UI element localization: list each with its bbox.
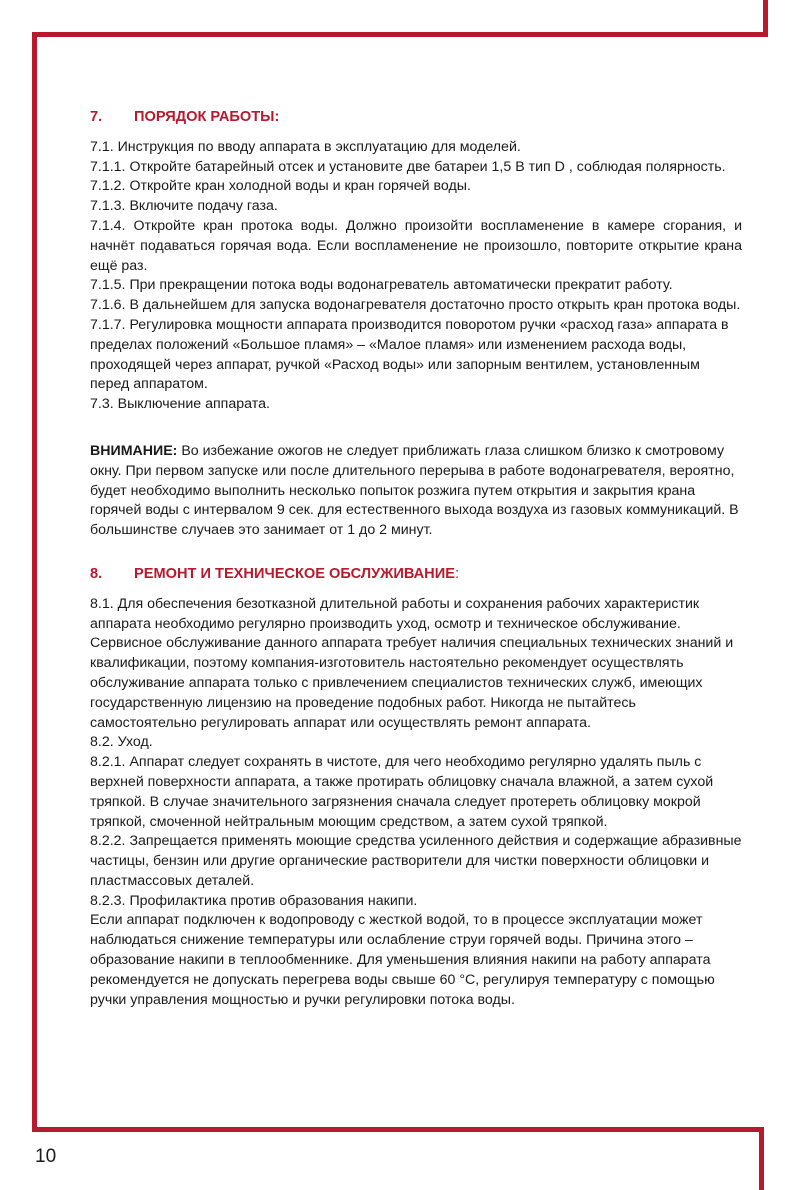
paragraph-8-2-3: 8.2.3. Профилактика против образования накипи.: [90, 892, 418, 909]
paragraph-7-1-2: 7.1.2. Откройте кран холодной воды и кран горячей воды.: [90, 178, 471, 195]
paragraph-7-1: 7.1. Инструкция по вводу аппарата в эксплуатацию для моделей.: [90, 138, 521, 155]
paragraph-7-1-7: 7.1.7. Регулировка мощности аппарата производится поворотом ручки «расход газа» аппарата в пределах положений «Большое пламя» – «Малое пламя» или изменением расхода воды, проходящей через аппарат, ручкой «Расход воды» или запорным вентилем, установленным перед аппаратом.: [90, 316, 729, 393]
frame-left-border: [32, 32, 37, 1132]
paragraph-8-1: 8.1. Для обеспечения безотказной длительной работы и сохранения рабочих характеристик аппарата необходимо регулярно производить уход, осмотр и техническое обслуживание. Сервисное обслуживание данного аппарата требует наличия специальных технических знаний и квалификации, поэтому компания-изготовитель настоятельно рекомендует осуществлять обслуживание аппарата только с привлечением специалистов технических служб, имеющих государственную лицензию на проведение подобных работ. Никогда не пытайтесь самостоятельно регулировать аппарат или осуществлять ремонт аппарата.: [90, 595, 734, 731]
paragraph-7-1-4: 7.1.4. Откройте кран протока воды. Должно произойти воспламенение в камере сгорания, и начнёт подаваться горячая вода. Если воспламенение не произошло, повторите открытие крана ещё раз.: [90, 217, 742, 274]
frame-right-bottom-border: [759, 1127, 764, 1190]
section-8-title: РЕМОНТ И ТЕХНИЧЕСКОЕ ОБСЛУЖИВАНИЕ: [134, 565, 455, 582]
paragraph-7-1-1: 7.1.1. Откройте батарейный отсек и установите две батареи 1,5 В тип D , соблюдая полярность.: [90, 158, 726, 175]
paragraph-7-1-6: 7.1.6. В дальнейшем для запуска водонагревателя достаточно просто открыть кран протока воды.: [90, 297, 741, 314]
section-7-title: ПОРЯДОК РАБОТЫ:: [134, 109, 280, 125]
frame-bottom-border: [32, 1127, 764, 1132]
section-7-number: 7.: [90, 109, 103, 125]
paragraph-7-3: 7.3. Выключение аппарата.: [90, 396, 270, 413]
paragraph-8-2-2: 8.2.2. Запрещается применять моющие средства усиленного действия и содержащие абразивные частицы, бензин или другие органические растворители для чистки поверхности облицовки и пластмассовых деталей.: [90, 833, 742, 889]
warning-text: Во избежание ожогов не следует приближать глаза слишком близко к смотровому окну. При первом запуске или после длительного перерыва в работе водонагревателя, вероятно, будет необходимо выполнить несколько попыток розжига путем открытия и закрытия крана горячей воды с интервалом 9 сек. для естественного выхода воздуха из газовых коммуникаций. В большинстве случаев это занимает от 1 до 2 минут.: [90, 442, 739, 539]
warning-label: ВНИМАНИЕ:: [90, 442, 178, 459]
paragraph-8-2-1: 8.2.1. Аппарат следует сохранять в чистоте, для чего необходимо регулярно удалять пыль с верхней поверхности аппарата, а также протирать облицовку сначала влажной, а затем сухой тряпкой. В случае значительного загрязнения сначала следует протереть облицовку мокрой тряпкой, смоченной нейтральным моющим средством, а затем сухой тряпкой.: [90, 754, 714, 830]
section-8-number: 8.: [90, 565, 103, 582]
section-7-heading: [90, 108, 742, 128]
frame-top-border: [32, 32, 768, 37]
page-number: 10: [35, 1146, 57, 1167]
paragraph-7-1-5: 7.1.5. При прекращении потока воды водонагреватель автоматически прекратит работу.: [90, 277, 673, 294]
paragraph-8-2-3-body: Если аппарат подключен к водопроводу с жесткой водой, то в процессе эксплуатации может наблюдаться снижение температуры или ослабление струи горячей воды. Причина этого – образование накипи в теплообменнике. Для уменьшения влияния накипи на работу аппарата рекомендуется не допускать перегрева воды свыше 60 °С, регулируя температуру с помощью ручки управления мощностью и ручки регулировки потока воды.: [90, 912, 715, 1008]
page-content: [90, 108, 742, 1010]
section-8-colon: :: [454, 565, 460, 582]
frame-right-top-border: [763, 0, 768, 37]
paragraph-7-1-3: 7.1.3. Включите подачу газа.: [90, 198, 278, 215]
section-8-heading: [90, 565, 742, 585]
paragraph-8-2: 8.2. Уход.: [90, 734, 153, 751]
warning-paragraph: [90, 442, 742, 541]
